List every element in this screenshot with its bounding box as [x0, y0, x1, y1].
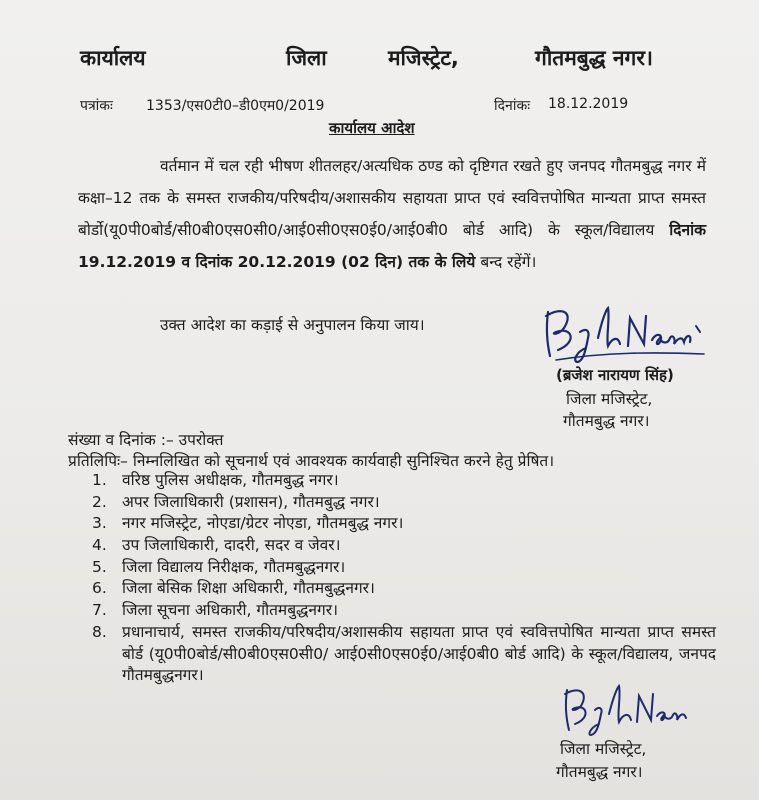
- signature-image: [557, 680, 697, 740]
- order-body-dates: दिनांक 19.12.2019 व दिनांक 20.12.2019 (02 दिन) तक के लिये: [78, 221, 706, 271]
- letter-number-label: पत्रांकः: [80, 98, 113, 114]
- signature-image: [536, 298, 716, 368]
- list-item: 3. नगर मजिस्ट्रेट, नोएडा/ग्रेटर नोएडा, गौतमबुद्ध नगर।: [92, 514, 404, 533]
- order-body-text: वर्तमान में चल रही भीषण शीतलहर/अत्यधिक ठण्ड को दृष्टिगत रखते हुए जनपद गौतमबुद्ध नगर में कक्षा–12 तक के समस्त राजकीय/परिषदीय/अशासकीय सहायता प्राप्त एवं स्ववित्तपोषित मान्यता प्राप्त समस्त बोर्डो(यू0पी0बोर्ड/सी0बी0एस0सी0/आई0सी0एस0ई0/आई0बी0 बोर्ड आदि) के स्कूल/विद्यालय: [78, 157, 706, 239]
- order-body: [78, 150, 706, 278]
- order-date: 18.12.2019: [548, 96, 629, 112]
- bottom-signatory-place: गौतमबुद्ध नगर।: [556, 763, 643, 781]
- signatory-title: जिला मजिस्ट्रेट,: [566, 390, 653, 408]
- order-title: कार्यालय आदेश: [329, 119, 415, 137]
- list-item: 2. अपर जिलाधिकारी (प्रशासन), गौतमबुद्ध नगर।: [92, 492, 380, 511]
- order-body-closing: बन्द रहेंगें।: [480, 253, 537, 271]
- date-label: दिनांकः: [494, 98, 531, 114]
- list-item: 5. जिला विद्यालय निरीक्षक, गौतमबुद्धनगर।: [92, 557, 346, 576]
- signatory-place: गौतमबुद्ध नगर।: [563, 412, 650, 430]
- reference-line: संख्या व दिनांक :– उपरोक्त: [68, 431, 224, 449]
- letter-number: 1353/एस0टी0–डी0एम0/2019: [146, 98, 325, 114]
- signatory-name: (ब्रजेश नारायण सिंह): [556, 366, 674, 384]
- copy-intro: प्रतिलिपिः– निम्नलिखित को सूचनार्थ एवं आवश्यक कार्यवाही सुनिश्चित करने हेतु प्रेषित।: [68, 452, 555, 470]
- copy-list: [92, 470, 716, 687]
- header-office: कार्यालय: [80, 46, 146, 70]
- header-magistrate: मजिस्ट्रेट,: [388, 46, 459, 70]
- compliance-instruction: उक्त आदेश का कड़ाई से अनुपालन किया जाय।: [160, 316, 425, 334]
- header-place: गौतमबुद्ध नगर।: [535, 46, 653, 70]
- header-district: जिला: [286, 46, 327, 70]
- list-item: 4. उप जिलाधिकारी, दादरी, सदर व जेवर।: [92, 536, 341, 555]
- list-item: 6. जिला बेसिक शिक्षा अधिकारी, गौतमबुद्धनगर।: [92, 579, 375, 598]
- list-item: 8. प्रधानाचार्य, समस्त राजकीय/परिषदीय/अशासकीय सहायता प्राप्त एवं स्ववित्तपोषित मान्यता प्राप्त समस्त बोर्ड (यू0पी0बोर्ड/सी0बी0एस0सी0/ आई0सी0एस0ई0/आई0बी0 बोर्ड आदि) के स्कूल/विद्यालय, जनपद गौतमबुद्धनगर।: [92, 622, 716, 685]
- list-item: 7. जिला सूचना अधिकारी, गौतमबुद्धनगर।: [92, 601, 338, 620]
- bottom-signatory-title: जिला मजिस्ट्रेट,: [560, 740, 647, 758]
- list-item: 1. वरिष्ठ पुलिस अधीक्षक, गौतमबुद्ध नगर।: [92, 471, 339, 489]
